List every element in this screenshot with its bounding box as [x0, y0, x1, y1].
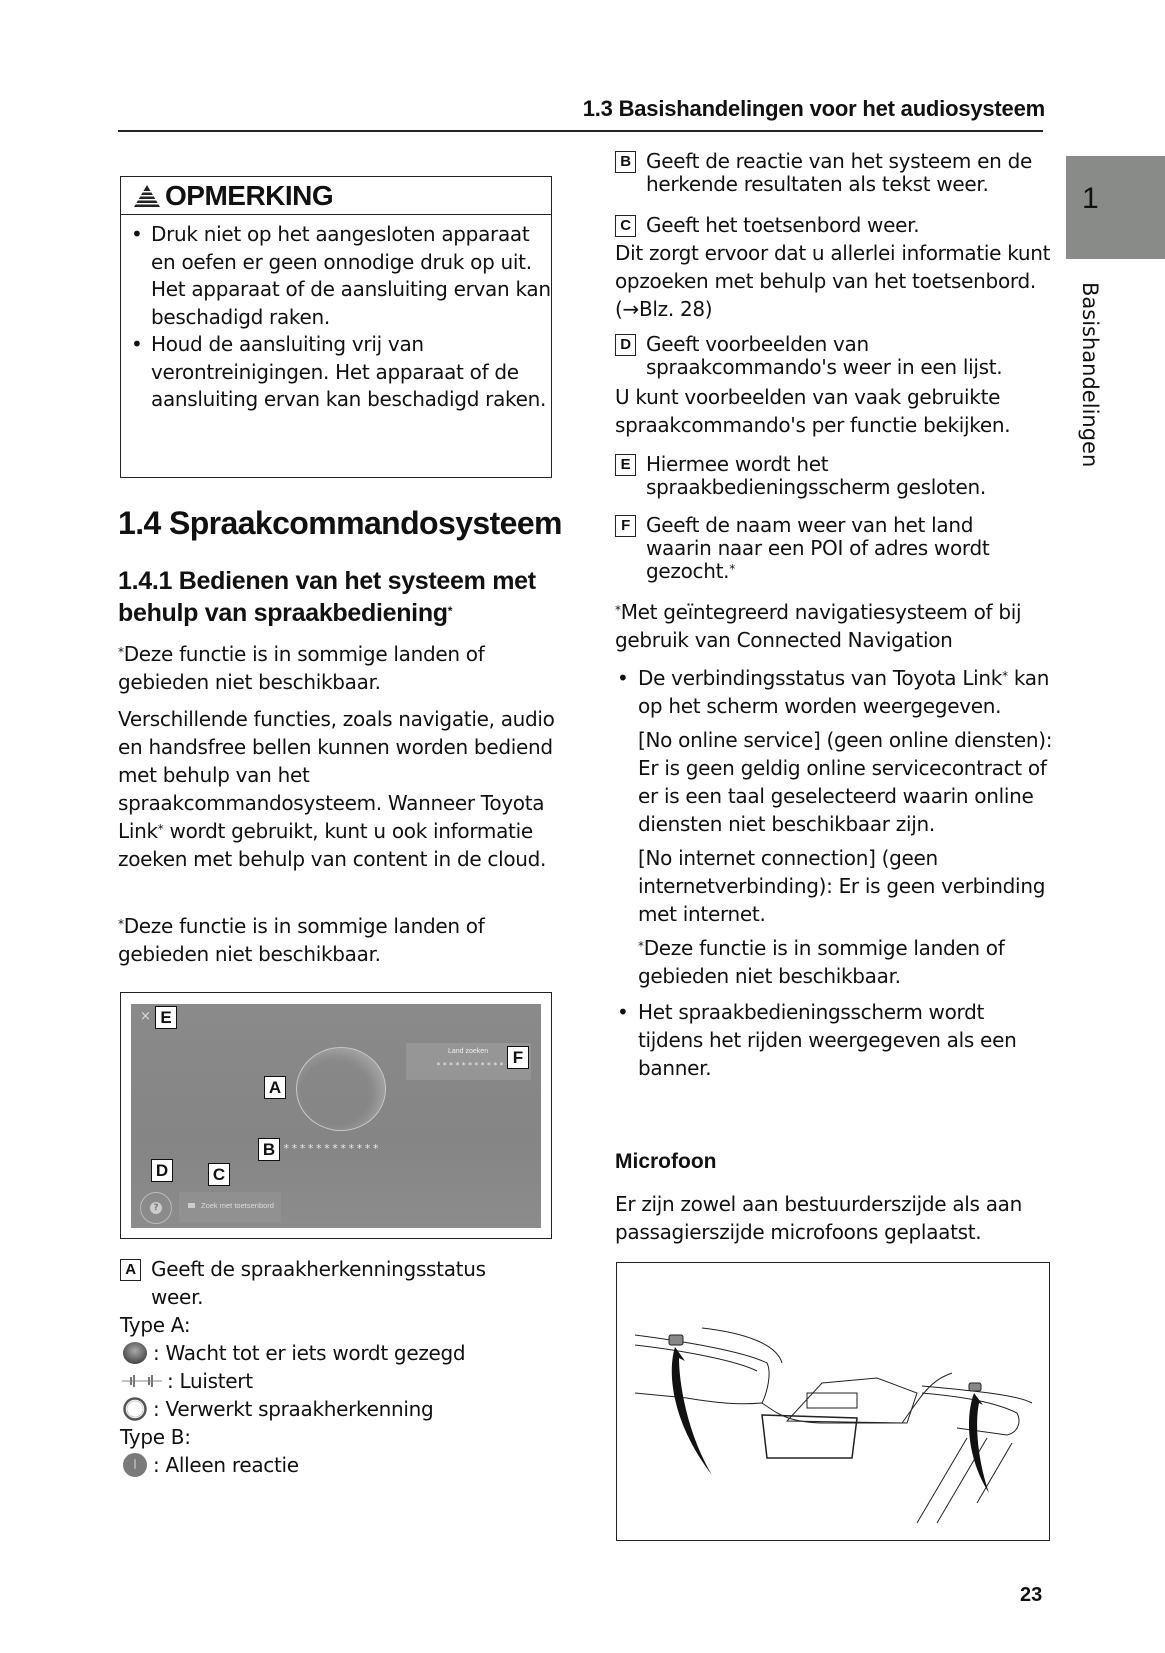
- state-row: [120, 1395, 560, 1423]
- bullet-text: De verbindingsstatus van Toyota Link: [638, 666, 1003, 690]
- footnote-marker: *: [729, 562, 735, 576]
- legend-item-e: [615, 453, 1055, 499]
- type-a-label: Type A:: [120, 1313, 191, 1337]
- subsection-title: [118, 565, 558, 629]
- footnote-marker: *: [447, 604, 453, 618]
- callout-c: C: [208, 1163, 230, 1186]
- mic-dot-icon: [120, 1452, 150, 1478]
- recognized-text: ************: [283, 1142, 381, 1155]
- legend-item-f: [615, 514, 1055, 583]
- bullet-item: [615, 998, 1055, 1082]
- nav-footnote: [615, 598, 1055, 654]
- footnote-marker: *: [118, 917, 124, 931]
- state-text: : Verwerkt spraakherkenning: [153, 1397, 434, 1421]
- key-e: E: [615, 454, 636, 476]
- listening-wave-icon: [120, 1368, 164, 1394]
- speech-status-orb: [296, 1047, 386, 1131]
- microphone-illustration: [616, 1262, 1050, 1541]
- key-d: D: [615, 334, 636, 356]
- keyboard-button-label: Zoek met toetsenbord: [201, 1201, 274, 1210]
- state-row: [120, 1451, 560, 1479]
- legend-item-a: [120, 1255, 560, 1479]
- notice-header: [121, 177, 551, 215]
- notice-box: [120, 176, 552, 478]
- key-b: B: [615, 151, 636, 173]
- legend-a-text: Geeft de spraakherkenningsstatus weer.: [151, 1257, 486, 1309]
- status-no-online-service: [No online service] (geen online diensten): Er is geen geldig online servicecontract of er is een taal geselecteerd waarin online diensten niet beschikbaar zijn.: [638, 728, 1053, 836]
- legend-c-detail: Dit zorgt ervoor dat u allerlei informatie kunt opzoeken met behulp van het toetsenbord. (→Blz. 28): [615, 241, 1051, 321]
- legend-f-body: [646, 514, 1006, 583]
- help-icon: ?: [150, 1202, 162, 1214]
- callout-d: D: [151, 1159, 173, 1182]
- warning-triangle-icon: [133, 184, 161, 208]
- footnote-paragraph: [118, 640, 558, 696]
- key-c: C: [615, 215, 636, 237]
- microphone-text: Er zijn zowel aan bestuurderszijde als aan passagierszijde microfoons geplaatst.: [615, 1192, 1022, 1244]
- header-divider: [118, 130, 1043, 132]
- legend-e-text: Hiermee wordt het spraakbedieningsscherm gesloten.: [646, 452, 986, 499]
- status-no-internet: [No internet connection] (geen internetverbinding): Er is geen verbinding met internet.: [638, 846, 1046, 926]
- notice-item: • Druk niet op het aangesloten apparaat en oefen er geen onnodige druk op uit. Het apparaat of de aansluiting ervan kan beschadigd raken.: [151, 221, 551, 331]
- land-search-title: Land zoeken: [448, 1048, 489, 1055]
- waiting-orb-icon: [120, 1340, 150, 1366]
- callout-f: F: [507, 1046, 529, 1069]
- chapter-label: Basishandelingen: [1078, 282, 1102, 468]
- bullet-text: Het spraakbedieningsscherm wordt tijdens het rijden weergegeven als een banner.: [638, 1000, 1017, 1080]
- subsection-title-text: 1.4.1 Bedienen van het systeem met behulp van spraakbediening: [118, 567, 536, 627]
- intro-text: Verschillende functies, zoals navigatie, audio en handsfree bellen kunnen worden bediend met behulp van het spraakcommandosysteem. Wanneer Toyota Link: [118, 707, 555, 843]
- legend-c-text: Geeft het toetsenbord weer.: [646, 213, 920, 237]
- chapter-tab: [1066, 156, 1165, 259]
- footnote-text: Deze functie is in sommige landen of gebieden niet beschikbaar.: [118, 642, 485, 694]
- key-a: A: [120, 1259, 141, 1281]
- page-number: 23: [1020, 1584, 1043, 1606]
- footnote-marker: *: [615, 603, 621, 617]
- bullet-item: [615, 664, 1055, 990]
- notice-item: • Houd de aansluiting vrij van verontreinigingen. Het apparaat of de aansluiting ervan kan beschadigd raken.: [151, 331, 551, 414]
- footnote-marker: *: [1002, 669, 1008, 683]
- footnote-marker: *: [157, 822, 164, 836]
- legend-item-d: [615, 333, 1055, 439]
- footnote-marker: *: [118, 645, 124, 659]
- callout-b: B: [258, 1138, 280, 1161]
- keyboard-search-button[interactable]: [179, 1192, 281, 1222]
- legend-item-c: [615, 211, 1055, 323]
- legend-d-detail: U kunt voorbeelden van vaak gebruikte spraakcommando's per functie bekijken.: [615, 385, 1011, 437]
- land-search-value: ***********: [436, 1061, 506, 1070]
- nav-footnote-text: Met geïntegreerd navigatiesysteem of bij gebruik van Connected Navigation: [615, 600, 1022, 652]
- processing-ring-icon: [120, 1396, 150, 1422]
- legend-b-text: Geeft de reactie van het systeem en de herkende resultaten als tekst weer.: [646, 149, 1032, 196]
- footnote-text: Deze functie is in sommige landen of gebieden niet beschikbaar.: [638, 936, 1005, 988]
- legend-d-text: Geeft voorbeelden van spraakcommando's weer in een lijst.: [646, 332, 1003, 379]
- callout-a: A: [264, 1076, 286, 1099]
- notice-list: [121, 221, 551, 414]
- state-text: : Wacht tot er iets wordt gezegd: [153, 1341, 466, 1365]
- voice-screen: [131, 1004, 541, 1228]
- callout-e: E: [155, 1006, 177, 1029]
- intro-paragraph: [118, 705, 558, 873]
- car-ceiling-microphones-illustration: [617, 1263, 1049, 1540]
- close-icon[interactable]: ×: [140, 1009, 151, 1024]
- info-bullets: [615, 664, 1055, 1082]
- legend-f-text: Geeft de naam weer van het land waarin naar een POI of adres wordt gezocht.: [646, 513, 990, 583]
- section-title: 1.4 Spraakcommandosysteem: [118, 505, 562, 541]
- state-row: [120, 1339, 560, 1367]
- notice-title: OPMERKING: [165, 179, 334, 211]
- state-row: [120, 1367, 560, 1395]
- bullet-text: kan op het scherm worden weergegeven.: [638, 666, 1050, 718]
- type-b-label: Type B:: [120, 1425, 191, 1449]
- footnote-text: Deze functie is in sommige landen of gebieden niet beschikbaar.: [118, 914, 485, 966]
- key-f: F: [615, 515, 636, 537]
- microphone-heading: Microfoon: [615, 1150, 717, 1173]
- help-button[interactable]: [140, 1192, 172, 1224]
- voice-screen-figure: [120, 992, 552, 1239]
- keyboard-icon: [188, 1203, 195, 1208]
- state-text: : Luistert: [167, 1369, 253, 1393]
- footnote-paragraph: [118, 912, 558, 968]
- intro-text-cont: wordt gebruikt, kunt u ook informatie zoeken met behulp van content in de cloud.: [118, 819, 547, 871]
- chapter-number: 1: [1082, 182, 1099, 215]
- footnote-marker: *: [638, 939, 644, 953]
- footnote-paragraph: [638, 934, 1055, 990]
- state-text: : Alleen reactie: [153, 1453, 299, 1477]
- section-header: 1.3 Basishandelingen voor het audiosysteem: [582, 96, 1045, 121]
- legend-item-b: [615, 150, 1055, 196]
